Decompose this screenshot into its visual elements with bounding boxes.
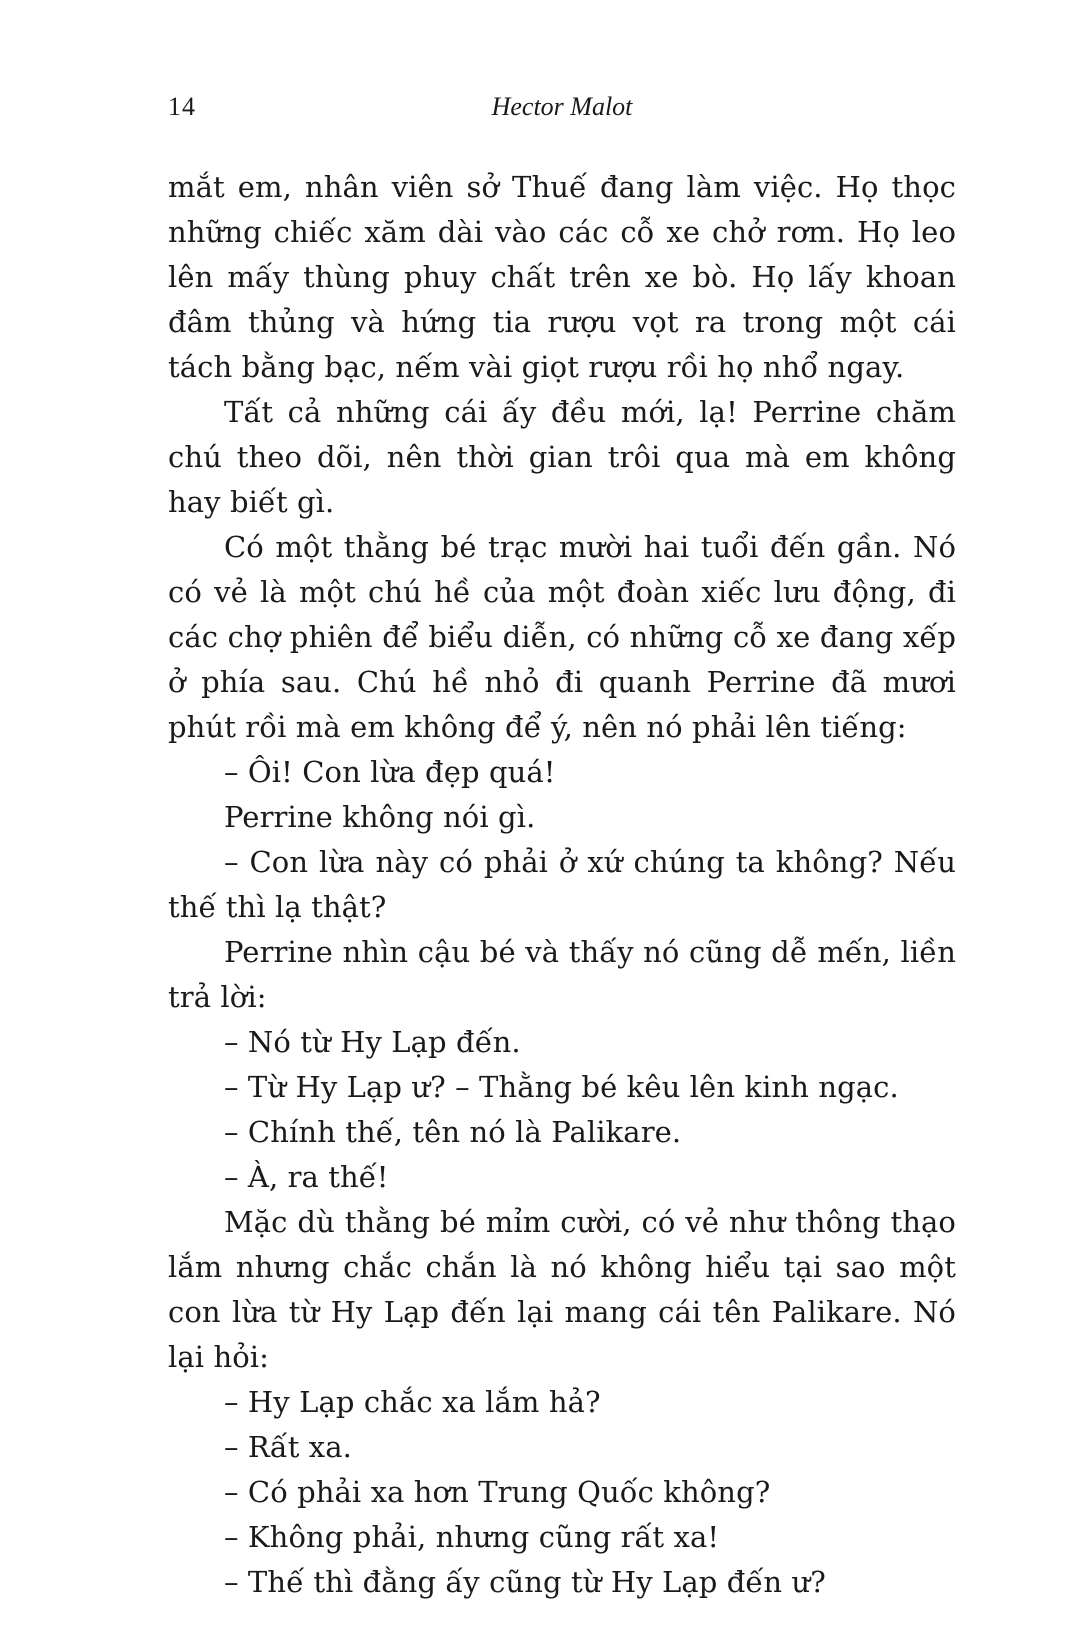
paragraph-continuation: mắt em, nhân viên sở Thuế đang làm việc. Họ thọc những chiếc xăm dài vào các cỗ xe chở rơm. Họ leo lên mấy thùng phuy chất trên xe bò. Họ lấy khoan đâm thủng và hứng tia rượu vọt ra trong một cái tách bằng bạc, nếm vài giọt rượu rồi họ nhổ ngay. (168, 170, 956, 384)
dialogue-line: – Từ Hy Lạp ư? – Thằng bé kêu lên kinh ngạc. (224, 1070, 899, 1104)
page-header (168, 92, 956, 132)
dialogue-line: – Con lừa này có phải ở xứ chúng ta không? Nếu thế thì lạ thật? (168, 845, 956, 924)
dialogue-line: – Có phải xa hơn Trung Quốc không? (224, 1475, 771, 1509)
dialogue-line: – Thế thì đằng ấy cũng từ Hy Lạp đến ư? (224, 1565, 826, 1599)
paragraph: Có một thằng bé trạc mười hai tuổi đến gần. Nó có vẻ là một chú hề của một đoàn xiếc lưu động, đi các chợ phiên để biểu diễn, có những cỗ xe đang xếp ở phía sau. Chú hề nhỏ đi quanh Perrine đã mươi phút rồi mà em không để ý, nên nó phải lên tiếng: (168, 530, 956, 744)
running-head-author: Hector Malot (491, 92, 633, 121)
dialogue-line: – Nó từ Hy Lạp đến. (224, 1025, 521, 1059)
paragraph: Perrine không nói gì. (224, 800, 536, 834)
body-text (168, 165, 956, 1605)
dialogue-line: – Chính thế, tên nó là Palikare. (224, 1115, 682, 1149)
page-number: 14 (168, 92, 196, 121)
paragraph: Tất cả những cái ấy đều mới, lạ! Perrine chăm chú theo dõi, nên thời gian trôi qua mà em không hay biết gì. (168, 395, 956, 519)
dialogue-line: – À, ra thế! (224, 1160, 389, 1194)
dialogue-line: – Hy Lạp chắc xa lắm hả? (224, 1385, 601, 1419)
paragraph: Mặc dù thằng bé mỉm cười, có vẻ như thông thạo lắm nhưng chắc chắn là nó không hiểu tại sao một con lừa từ Hy Lạp đến lại mang cái tên Palikare. Nó lại hỏi: (168, 1205, 956, 1374)
dialogue-line: – Không phải, nhưng cũng rất xa! (224, 1520, 720, 1554)
paragraph: Perrine nhìn cậu bé và thấy nó cũng dễ mến, liền trả lời: (168, 935, 956, 1014)
dialogue-line: – Ôi! Con lừa đẹp quá! (224, 755, 556, 789)
dialogue-line: – Rất xa. (224, 1430, 352, 1464)
